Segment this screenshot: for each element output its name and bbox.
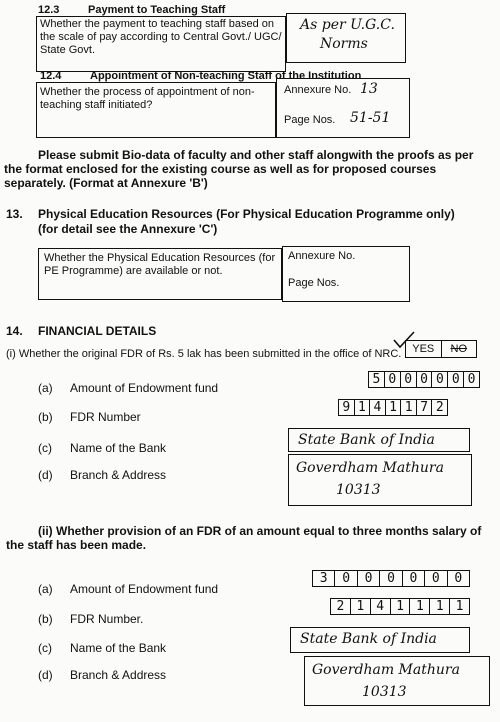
no-option: NO bbox=[441, 341, 477, 357]
fdr-question-2: (ii) Whether provision of an FDR of an amount equal to three months salary of the staff has been made. bbox=[6, 524, 482, 552]
part1-amount-digits: 5 0 0 0 0 0 0 bbox=[368, 371, 480, 388]
part2-a-index: (a) bbox=[38, 582, 53, 596]
part2-branch-line2: 10313 bbox=[362, 684, 407, 700]
part1-a-index: (a) bbox=[38, 381, 53, 395]
section-title-nonteaching: Appointment of Non-teaching Staff of the Institution bbox=[90, 70, 362, 82]
payment-question: Whether the payment to teaching staff based on the scale of pay according to Central Govt./ UGC/ State Govt. bbox=[40, 18, 282, 56]
section-number-12-3: 12.3 bbox=[38, 4, 60, 16]
pe-annexure-label: Annexure No. bbox=[288, 250, 356, 262]
part2-amount-label: Amount of Endowment fund bbox=[70, 582, 219, 596]
annexure-label: Annexure No. bbox=[284, 84, 352, 96]
part2-bank-label: Name of the Bank bbox=[70, 641, 167, 655]
part1-branch-line1: Goverdham Mathura bbox=[296, 460, 444, 476]
part2-amount-digits: 3 0 0 0 0 0 0 bbox=[312, 570, 470, 587]
nonteaching-question: Whether the process of appointment of non-teaching staff initiated? bbox=[40, 86, 255, 111]
part2-branch-line1: Goverdham Mathura bbox=[312, 662, 460, 678]
financial-title: FINANCIAL DETAILS bbox=[38, 324, 157, 338]
part1-bank-label: Name of the Bank bbox=[70, 441, 167, 455]
part2-c-index: (c) bbox=[38, 641, 52, 655]
part2-fdr-label: FDR Number. bbox=[70, 612, 144, 626]
part1-fdr-digits: 9 1 4 1 1 7 2 bbox=[338, 399, 448, 416]
section-number-14: 14. bbox=[6, 324, 23, 338]
payment-answer-line2: Norms bbox=[320, 36, 368, 52]
section-title-payment: Payment to Teaching Staff bbox=[88, 4, 226, 16]
part2-d-index: (d) bbox=[38, 668, 53, 682]
pe-page-label: Page Nos. bbox=[288, 277, 340, 289]
part1-amount-label: Amount of Endowment fund bbox=[70, 381, 219, 395]
part1-d-index: (d) bbox=[38, 468, 53, 482]
pe-title-line2: (for detail see the Annexure 'C') bbox=[38, 222, 218, 236]
page-value: 51-51 bbox=[350, 110, 391, 126]
yes-option: YES bbox=[412, 343, 435, 355]
part1-branch-label: Branch & Address bbox=[70, 468, 167, 482]
part2-branch-label: Branch & Address bbox=[70, 668, 167, 682]
payment-answer-line1: As per U.G.C. bbox=[300, 17, 395, 33]
part1-fdr-label: FDR Number bbox=[70, 410, 141, 424]
pe-question: Whether the Physical Education Resources (for PE Programme) are available or not. bbox=[44, 252, 276, 277]
pe-title-line1: Physical Education Resources (For Physical Education Programme only) bbox=[38, 207, 455, 221]
section-number-12-4: 12.4 bbox=[40, 70, 62, 82]
section-number-13: 13. bbox=[6, 207, 23, 221]
part2-b-index: (b) bbox=[38, 612, 53, 626]
part1-b-index: (b) bbox=[38, 410, 53, 424]
part1-c-index: (c) bbox=[38, 441, 52, 455]
biodata-note: Please submit Bio-data of faculty and other staff alongwith the proofs as per the format enclosed for the existing course as well as for proposed courses separately. (Format at Annexure 'B') bbox=[4, 148, 474, 190]
page-label: Page Nos. bbox=[284, 114, 336, 126]
part1-branch-line2: 10313 bbox=[336, 482, 381, 498]
fdr-question-1: (i) Whether the original FDR of Rs. 5 lak has been submitted in the office of NRC. bbox=[6, 348, 402, 360]
part2-fdr-digits: 2 1 4 1 1 1 1 bbox=[330, 598, 470, 615]
part2-bank-value: State Bank of India bbox=[300, 631, 437, 647]
tick-mark-icon bbox=[390, 330, 420, 350]
annexure-value: 13 bbox=[360, 81, 378, 97]
part1-bank-value: State Bank of India bbox=[298, 432, 435, 448]
